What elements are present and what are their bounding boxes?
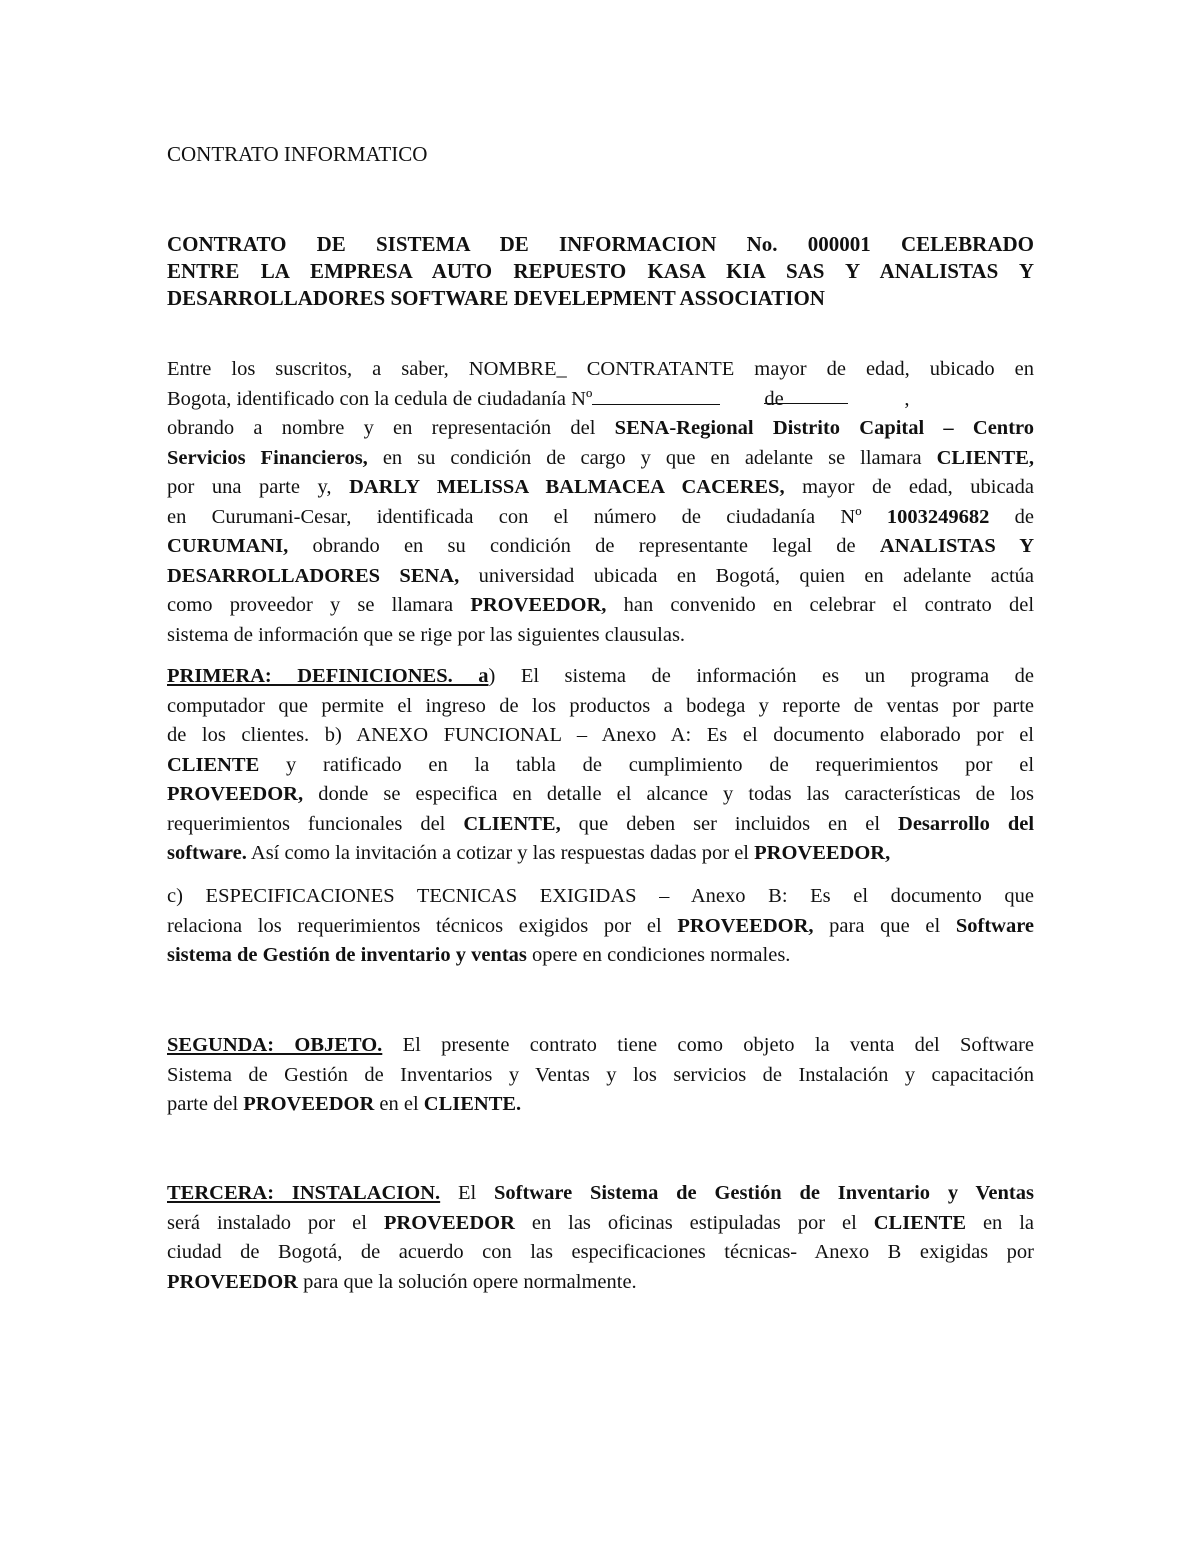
clause-label: PRIMERA: DEFINICIONES. a: [167, 665, 489, 687]
clause-text: Así como la invitación a cotizar y las respuestas dadas por el: [250, 842, 749, 864]
role-name: PROVEEDOR,: [470, 594, 607, 616]
clause-tercera: [167, 1179, 1034, 1297]
intro-line: [167, 385, 1034, 415]
document-page: [167, 0, 1034, 1553]
term-name: Software Sistema de Gestión de Inventario y Ventas: [494, 1182, 1034, 1204]
clause-segunda: [167, 1031, 1034, 1120]
clause-line: Sistema de Gestión de Inventarios y Ventas y los servicios de Instalación y capacitación: [167, 1063, 1034, 1086]
entity-name: DESARROLLADORES SENA,: [167, 564, 460, 587]
intro-text: en Curumani-Cesar, identificada con el número de ciudadanía Nº: [167, 505, 862, 528]
role-name: CLIENTE.: [423, 1093, 522, 1115]
heading-line-2: ENTRE LA EMPRESA AUTO REPUESTO KASA KIA SAS Y ANALISTAS Y: [167, 259, 1034, 283]
intro-text: de: [1014, 505, 1035, 528]
clause-text: será instalado por el: [167, 1211, 367, 1234]
clause-text: requerimientos funcionales del: [167, 812, 446, 835]
clause-line: [167, 1031, 1034, 1061]
clause-especificaciones: [167, 882, 1034, 971]
clause-text: El presente contrato tiene como objeto la venta del Software: [402, 1034, 1035, 1056]
contract-heading: [167, 231, 1034, 312]
intro-text: por una parte y,: [167, 476, 332, 498]
role-name: PROVEEDOR: [243, 1093, 375, 1115]
clause-line: [167, 1090, 1034, 1120]
blank-line: [592, 386, 720, 405]
clause-line: [167, 1209, 1034, 1239]
clause-line: [167, 941, 1034, 971]
intro-line: [167, 532, 1034, 562]
intro-line: [167, 503, 1034, 533]
id-number: 1003249682: [886, 505, 990, 528]
intro-line: sistema de información que se rige por las siguientes clausulas.: [167, 623, 686, 646]
clause-line: [167, 751, 1034, 781]
intro-line: [167, 414, 1034, 444]
blank-line: [764, 385, 848, 410]
heading-line-3: DESARROLLADORES SOFTWARE DEVELEPMENT ASSOCIATION: [167, 286, 825, 310]
clause-line: ciudad de Bogotá, de acuerdo con las especificaciones técnicas- Anexo B exigidas por: [167, 1241, 1034, 1263]
intro-text: en su condición de cargo y que en adelante se llamara: [382, 446, 922, 469]
clause-text: ) El sistema de información es un programa de: [488, 665, 1034, 687]
entity-name: Servicios Financieros,: [167, 446, 368, 469]
clause-text: que deben ser incluidos en el: [578, 812, 881, 835]
clause-text: opere en condiciones normales.: [532, 944, 791, 966]
clause-line: [167, 662, 1034, 692]
entity-name: SENA-Regional Distrito Capital – Centro: [614, 417, 1035, 439]
clause-label: SEGUNDA: OBJETO.: [167, 1034, 383, 1056]
person-name: DARLY MELISSA BALMACEA CACERES,: [349, 476, 785, 498]
intro-text: obrando en su condición de representante legal de: [312, 535, 856, 557]
clause-text: en la: [982, 1211, 1035, 1234]
intro-text: obrando a nombre y en representación del: [167, 417, 596, 439]
intro-paragraph: [167, 355, 1034, 650]
intro-line: [167, 562, 1034, 592]
intro-text: Bogota, identificado con la cedula de ciudadanía Nº: [167, 387, 593, 410]
role-name: CLIENTE,: [463, 812, 561, 835]
clause-line: [167, 912, 1034, 942]
term-name: Software: [955, 914, 1035, 937]
intro-line: [167, 473, 1034, 503]
clause-text: parte del: [167, 1093, 239, 1115]
clause-line: [167, 810, 1034, 840]
clause-text: y ratificado en la tabla de cumplimiento de requerimientos por el: [286, 753, 1035, 776]
de-text: de: [764, 387, 784, 410]
role-name: CLIENTE: [167, 753, 260, 776]
clause-label: TERCERA: INSTALACION.: [167, 1182, 441, 1204]
clause-line: de los clientes. b) ANEXO FUNCIONAL – Anexo A: Es el documento elaborado por el: [167, 724, 1034, 746]
intro-line: [167, 444, 1034, 474]
clause-text: donde se especifica en detalle el alcance y todas las características de los: [318, 783, 1035, 805]
city-name: CURUMANI,: [167, 535, 289, 557]
intro-line: Entre los suscritos, a saber, NOMBRE_ CONTRATANTE mayor de edad, ubicado en: [167, 358, 1034, 380]
role-name: PROVEEDOR: [167, 1270, 298, 1293]
clause-text: relaciona los requerimientos técnicos exigidos por el: [167, 914, 662, 937]
role-name: PROVEEDOR,: [167, 783, 304, 805]
clause-text: en el: [379, 1093, 419, 1115]
clause-line: computador que permite el ingreso de los productos a bodega y reporte de ventas por parte: [167, 694, 1034, 717]
term-name: software.: [167, 842, 247, 864]
entity-name: ANALISTAS Y: [879, 535, 1035, 557]
role-name: CLIENTE,: [936, 446, 1035, 469]
intro-text: como proveedor y se llamara: [167, 594, 454, 616]
term-name: Desarrollo del: [898, 812, 1035, 835]
heading-line-1: CONTRATO DE SISTEMA DE INFORMACION No. 000001 CELEBRADO: [167, 232, 1034, 256]
clause-line: [167, 1179, 1034, 1209]
term-name: sistema de Gestión de inventario y ventas: [167, 944, 527, 966]
document-title: CONTRATO INFORMATICO: [167, 142, 428, 166]
intro-text: mayor de edad, ubicada: [802, 476, 1034, 498]
intro-line: [167, 591, 1034, 621]
clause-text: en las oficinas estipuladas por el: [531, 1211, 857, 1234]
clause-line: [167, 780, 1034, 810]
role-name: PROVEEDOR,: [754, 842, 891, 864]
clause-line: c) ESPECIFICACIONES TECNICAS EXIGIDAS – Anexo B: Es el documento que: [167, 885, 1034, 907]
clause-text: para que la solución opere normalmente.: [303, 1270, 637, 1293]
intro-text: han convenido en celebrar el contrato del: [623, 594, 1035, 616]
clause-line: [167, 1268, 1034, 1298]
clause-primera: [167, 662, 1034, 869]
role-name: PROVEEDOR: [383, 1211, 515, 1234]
intro-text: universidad ubicada en Bogotá, quien en adelante actúa: [478, 564, 1035, 587]
clause-text: El: [457, 1182, 477, 1204]
role-name: CLIENTE: [873, 1211, 966, 1234]
role-name: PROVEEDOR,: [677, 914, 814, 937]
clause-text: para que el: [829, 914, 941, 937]
clause-line: [167, 839, 1034, 869]
comma-text: ,: [904, 387, 910, 410]
